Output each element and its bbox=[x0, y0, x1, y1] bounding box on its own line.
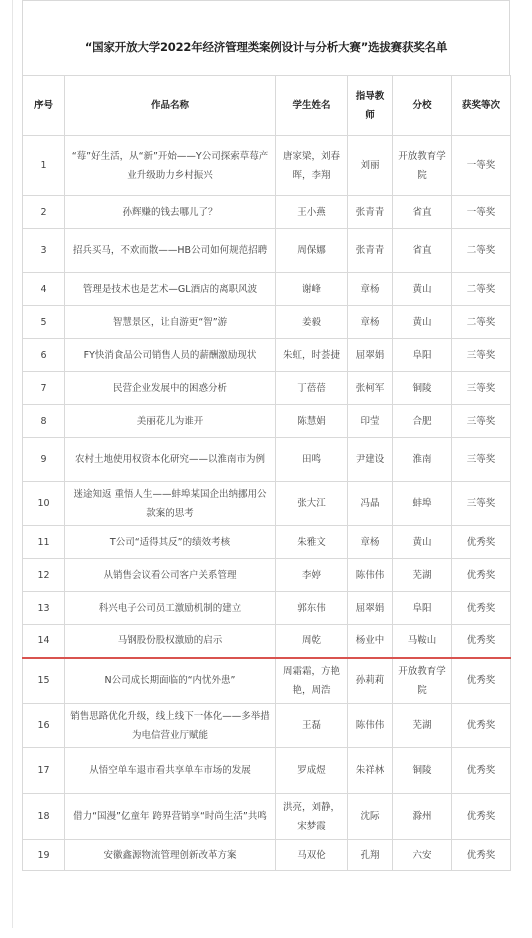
page-left-rule bbox=[12, 0, 13, 938]
cell-teacher: 刘丽 bbox=[348, 136, 393, 196]
cell-branch: 蚌埠 bbox=[393, 482, 452, 526]
cell-teacher: 张青青 bbox=[348, 229, 393, 273]
cell-student: 朱雅文 bbox=[276, 526, 348, 559]
cell-teacher: 冯晶 bbox=[348, 482, 393, 526]
header-award: 获奖等次 bbox=[452, 76, 511, 136]
cell-branch: 阜阳 bbox=[393, 339, 452, 372]
cell-work: 智慧景区，让自游更“智”游 bbox=[65, 306, 276, 339]
cell-student: 王小燕 bbox=[276, 196, 348, 229]
cell-no: 11 bbox=[23, 526, 65, 559]
cell-teacher: 孔翔 bbox=[348, 840, 393, 871]
table-row bbox=[23, 526, 511, 559]
table-row bbox=[23, 482, 511, 526]
cell-award: 三等奖 bbox=[452, 339, 511, 372]
cell-award: 三等奖 bbox=[452, 405, 511, 438]
cell-student: 田鸣 bbox=[276, 438, 348, 482]
cell-teacher: 张柯军 bbox=[348, 372, 393, 405]
cell-branch: 马鞍山 bbox=[393, 625, 452, 658]
award-table bbox=[22, 75, 511, 871]
cell-no: 18 bbox=[23, 794, 65, 840]
table-row bbox=[23, 306, 511, 339]
cell-work: N公司成长期面临的“内忧外患” bbox=[65, 658, 276, 704]
cell-teacher: 尹建设 bbox=[348, 438, 393, 482]
cell-no: 16 bbox=[23, 704, 65, 748]
table-row bbox=[23, 592, 511, 625]
cell-award: 三等奖 bbox=[452, 438, 511, 482]
cell-no: 6 bbox=[23, 339, 65, 372]
header-student: 学生姓名 bbox=[276, 76, 348, 136]
cell-branch: 滁州 bbox=[393, 794, 452, 840]
cell-work: 安徽鑫源物流管理创新改革方案 bbox=[65, 840, 276, 871]
cell-branch: 阜阳 bbox=[393, 592, 452, 625]
table-row bbox=[23, 559, 511, 592]
cell-student: 罗成煜 bbox=[276, 748, 348, 794]
cell-work: 销售思路优化升级，线上线下一体化——多举措为电信营业厅赋能 bbox=[65, 704, 276, 748]
cell-award: 三等奖 bbox=[452, 372, 511, 405]
cell-teacher: 章杨 bbox=[348, 306, 393, 339]
cell-work: 迷途知返 重悟人生——蚌埠某国企出纳挪用公款案的思考 bbox=[65, 482, 276, 526]
table-row bbox=[23, 658, 511, 704]
cell-award: 二等奖 bbox=[452, 229, 511, 273]
header-branch: 分校 bbox=[393, 76, 452, 136]
cell-student: 周保娜 bbox=[276, 229, 348, 273]
cell-branch: 省直 bbox=[393, 229, 452, 273]
cell-teacher: 章杨 bbox=[348, 273, 393, 306]
table-row bbox=[23, 704, 511, 748]
cell-work: 科兴电子公司员工激励机制的建立 bbox=[65, 592, 276, 625]
table-row bbox=[23, 840, 511, 871]
cell-work: 孙辉赚的钱去哪儿了？ bbox=[65, 196, 276, 229]
cell-work: 招兵买马，不欢而散——HB公司如何规范招聘 bbox=[65, 229, 276, 273]
table-row bbox=[23, 748, 511, 794]
cell-teacher: 陈伟伟 bbox=[348, 559, 393, 592]
cell-student: 姜毅 bbox=[276, 306, 348, 339]
cell-work: 马钢股份股权激励的启示 bbox=[65, 625, 276, 658]
cell-student: 唐家梁，刘春晖，李翔 bbox=[276, 136, 348, 196]
cell-student: 周乾 bbox=[276, 625, 348, 658]
cell-award: 优秀奖 bbox=[452, 840, 511, 871]
cell-award: 优秀奖 bbox=[452, 704, 511, 748]
cell-work: 从销售会议看公司客户关系管理 bbox=[65, 559, 276, 592]
cell-branch: 淮南 bbox=[393, 438, 452, 482]
cell-branch: 铜陵 bbox=[393, 748, 452, 794]
cell-teacher: 朱祥林 bbox=[348, 748, 393, 794]
cell-no: 4 bbox=[23, 273, 65, 306]
cell-work: 农村土地使用权资本化研究——以淮南市为例 bbox=[65, 438, 276, 482]
cell-no: 13 bbox=[23, 592, 65, 625]
cell-work: 美丽花儿为谁开 bbox=[65, 405, 276, 438]
table-row bbox=[23, 273, 511, 306]
cell-no: 17 bbox=[23, 748, 65, 794]
header-work: 作品名称 bbox=[65, 76, 276, 136]
table-row bbox=[23, 405, 511, 438]
cell-student: 王磊 bbox=[276, 704, 348, 748]
bottom-edge bbox=[0, 928, 532, 938]
cell-branch: 黄山 bbox=[393, 526, 452, 559]
cell-award: 二等奖 bbox=[452, 273, 511, 306]
cell-award: 优秀奖 bbox=[452, 794, 511, 840]
cell-no: 19 bbox=[23, 840, 65, 871]
table-row bbox=[23, 372, 511, 405]
cell-work: FY快消食品公司销售人员的薪酬激励现状 bbox=[65, 339, 276, 372]
cell-work: 借力“国漫”亿童年 跨界营销享“时尚生活”共鸣 bbox=[65, 794, 276, 840]
cell-award: 优秀奖 bbox=[452, 748, 511, 794]
cell-student: 周霜霜，方艳艳，周浩 bbox=[276, 658, 348, 704]
cell-student: 张大江 bbox=[276, 482, 348, 526]
header-no: 序号 bbox=[23, 76, 65, 136]
cell-student: 马双伦 bbox=[276, 840, 348, 871]
cell-student: 丁蓓蓓 bbox=[276, 372, 348, 405]
cell-award: 二等奖 bbox=[452, 306, 511, 339]
cell-no: 14 bbox=[23, 625, 65, 658]
table-row bbox=[23, 339, 511, 372]
cell-no: 12 bbox=[23, 559, 65, 592]
header-teacher: 指导教师 bbox=[348, 76, 393, 136]
table-row bbox=[23, 229, 511, 273]
cell-no: 7 bbox=[23, 372, 65, 405]
table-row bbox=[23, 136, 511, 196]
cell-award: 三等奖 bbox=[452, 482, 511, 526]
cell-student: 郭东伟 bbox=[276, 592, 348, 625]
cell-no: 1 bbox=[23, 136, 65, 196]
cell-teacher: 章杨 bbox=[348, 526, 393, 559]
cell-branch: 合肥 bbox=[393, 405, 452, 438]
cell-no: 5 bbox=[23, 306, 65, 339]
cell-award: 优秀奖 bbox=[452, 625, 511, 658]
cell-award: 优秀奖 bbox=[452, 658, 511, 704]
cell-branch: 六安 bbox=[393, 840, 452, 871]
cell-award: 一等奖 bbox=[452, 196, 511, 229]
cell-teacher: 陈伟伟 bbox=[348, 704, 393, 748]
cell-work: 从悟空单车退市看共享单车市场的发展 bbox=[65, 748, 276, 794]
cell-branch: 开放教育学院 bbox=[393, 136, 452, 196]
cell-award: 优秀奖 bbox=[452, 559, 511, 592]
cell-branch: 开放教育学院 bbox=[393, 658, 452, 704]
cell-work: “莓”好生活，从“新”开始——Y公司探索草莓产业升级助力乡村振兴 bbox=[65, 136, 276, 196]
cell-no: 3 bbox=[23, 229, 65, 273]
cell-award: 一等奖 bbox=[452, 136, 511, 196]
cell-student: 谢峰 bbox=[276, 273, 348, 306]
cell-branch: 芜湖 bbox=[393, 559, 452, 592]
cell-teacher: 杨业中 bbox=[348, 625, 393, 658]
table-row bbox=[23, 196, 511, 229]
cell-branch: 黄山 bbox=[393, 273, 452, 306]
cell-award: 优秀奖 bbox=[452, 592, 511, 625]
cell-work: 民营企业发展中的困惑分析 bbox=[65, 372, 276, 405]
table-row bbox=[23, 625, 511, 658]
document-title: “国家开放大学2022年经济管理类案例设计与分析大赛”选拔赛获奖名单 bbox=[22, 0, 510, 75]
cell-no: 15 bbox=[23, 658, 65, 704]
cell-student: 李婷 bbox=[276, 559, 348, 592]
cell-teacher: 屈翠娟 bbox=[348, 592, 393, 625]
cell-teacher: 沈际 bbox=[348, 794, 393, 840]
cell-no: 9 bbox=[23, 438, 65, 482]
cell-student: 陈慧娟 bbox=[276, 405, 348, 438]
table-row bbox=[23, 438, 511, 482]
cell-teacher: 印莹 bbox=[348, 405, 393, 438]
cell-no: 8 bbox=[23, 405, 65, 438]
table-header-row bbox=[23, 76, 511, 136]
cell-no: 10 bbox=[23, 482, 65, 526]
award-list-sheet bbox=[22, 0, 510, 871]
cell-branch: 铜陵 bbox=[393, 372, 452, 405]
cell-branch: 黄山 bbox=[393, 306, 452, 339]
cell-branch: 省直 bbox=[393, 196, 452, 229]
cell-student: 洪亮，刘静，宋梦霞 bbox=[276, 794, 348, 840]
cell-student: 朱虹，时荟捷 bbox=[276, 339, 348, 372]
cell-no: 2 bbox=[23, 196, 65, 229]
cell-teacher: 张青青 bbox=[348, 196, 393, 229]
table-row bbox=[23, 794, 511, 840]
cell-work: 管理是技术也是艺术—GL酒店的离职风波 bbox=[65, 273, 276, 306]
cell-award: 优秀奖 bbox=[452, 526, 511, 559]
cell-branch: 芜湖 bbox=[393, 704, 452, 748]
cell-teacher: 孙莉莉 bbox=[348, 658, 393, 704]
cell-work: T公司“适得其反”的绩效考核 bbox=[65, 526, 276, 559]
cell-teacher: 屈翠娟 bbox=[348, 339, 393, 372]
